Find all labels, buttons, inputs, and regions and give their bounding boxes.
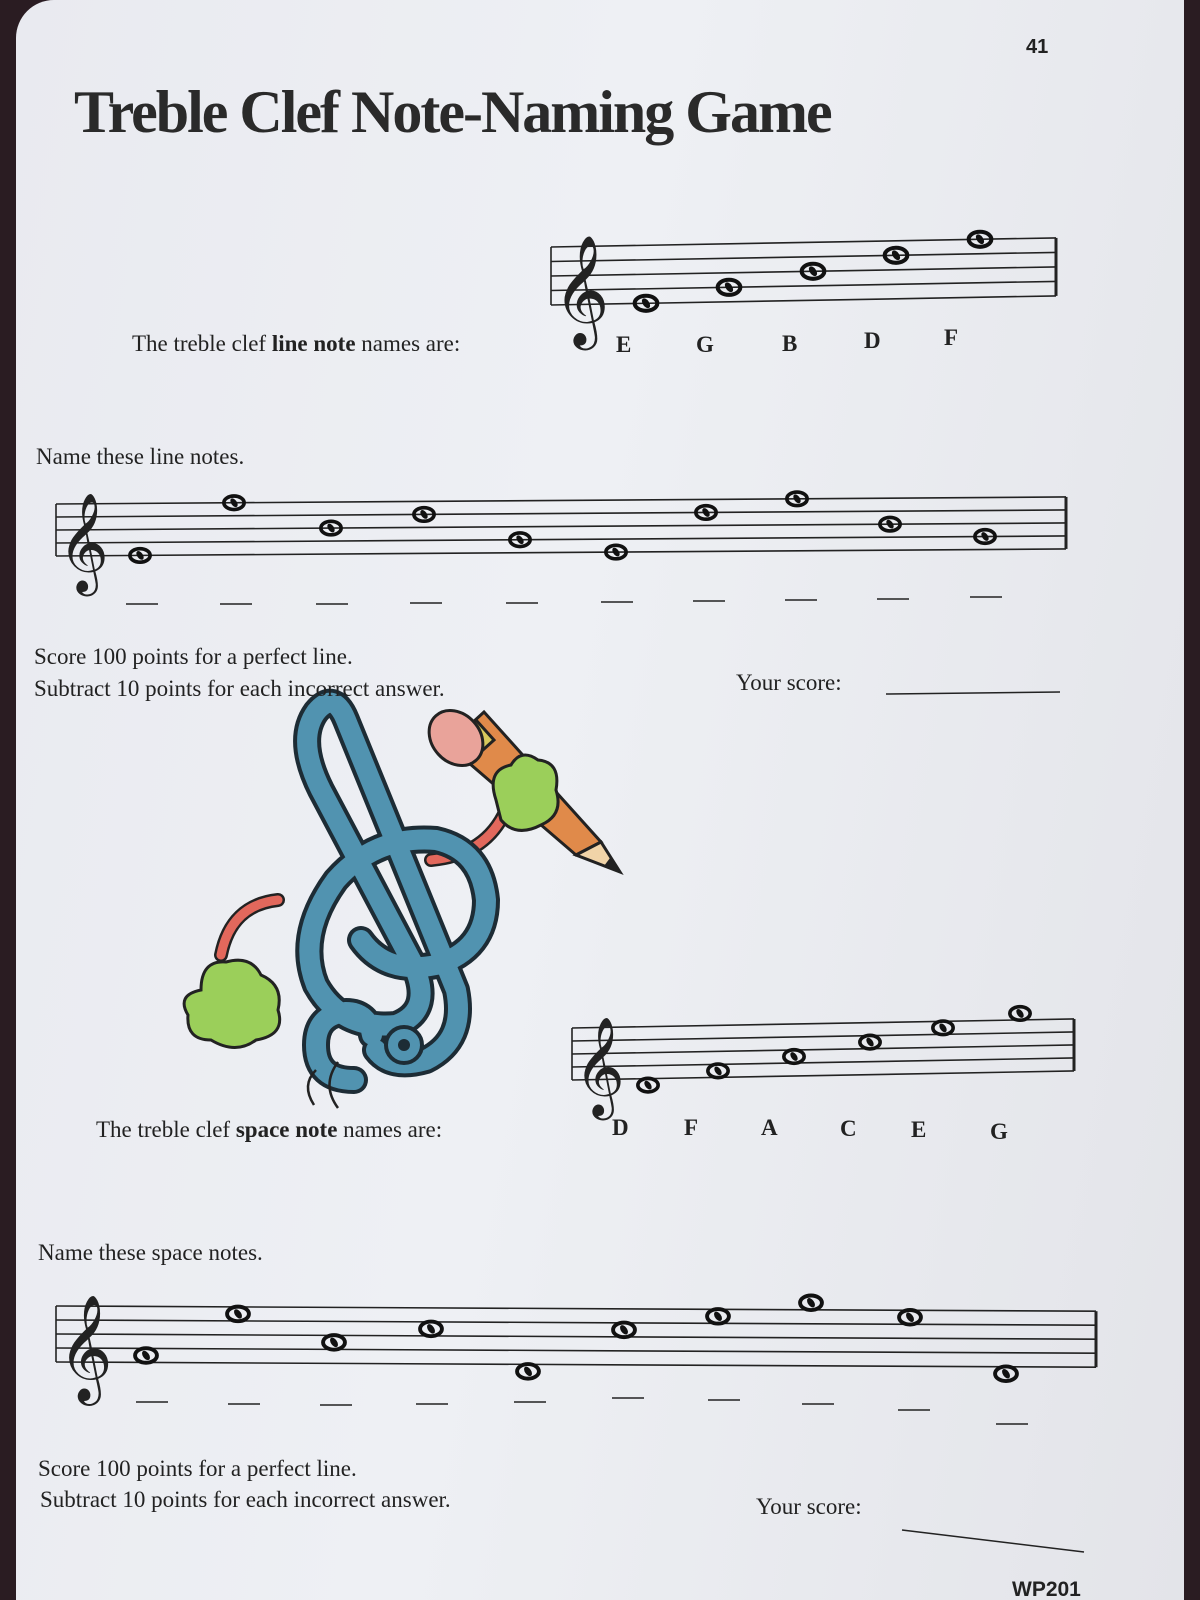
page-title: Treble Clef Note-Naming Game: [74, 79, 831, 145]
space-note-name: A: [761, 1115, 778, 1140]
whole-note: [227, 1307, 249, 1322]
staff-line: [551, 296, 1056, 305]
scoring-rule-1: Score 100 points for a perfect line.: [34, 644, 353, 669]
space-note-name: F: [684, 1115, 699, 1140]
space-note-name: E: [911, 1117, 927, 1142]
score-line-2: [902, 1530, 1084, 1552]
space-note-name: C: [840, 1116, 857, 1141]
staff-line: [56, 1348, 1096, 1353]
workbook-page: [16, 0, 1184, 1600]
line-notes-caption: [132, 331, 460, 357]
caption-bold-text: space note: [235, 1117, 338, 1142]
whole-note: [323, 1335, 345, 1350]
whole-note: [995, 1366, 1017, 1381]
your-score-label: Your score:: [736, 670, 842, 695]
treble-clef-icon: 𝄞: [58, 1292, 113, 1401]
staff-line: [572, 1019, 1074, 1028]
treble-clef-icon: 𝄞: [574, 1016, 625, 1117]
caption-text: names are:: [337, 1117, 443, 1142]
whole-note: [1010, 1007, 1030, 1021]
space-exercise-heading: Name these space notes.: [38, 1240, 263, 1265]
whole-note: [899, 1310, 921, 1325]
music-graphics: [16, 0, 1184, 1600]
staff-line: [56, 1334, 1096, 1339]
line-note-name: G: [696, 332, 714, 357]
treble-clef-icon: 𝄞: [553, 233, 610, 346]
whole-note: [707, 1309, 729, 1324]
space-note-name: G: [990, 1119, 1008, 1144]
staff-line: [56, 1362, 1096, 1367]
staff-line: [551, 252, 1056, 261]
whole-note: [638, 1078, 658, 1092]
caption-text: The treble clef: [96, 1117, 236, 1142]
caption-bold-text: line note: [271, 331, 356, 356]
scoring-rule-2: Subtract 10 points for each incorrect answer.: [34, 676, 445, 701]
whole-note: [420, 1322, 442, 1337]
series-code: WP201: [1012, 1578, 1081, 1600]
whole-note: [784, 1050, 804, 1064]
staff-line: [56, 1306, 1096, 1311]
space-notes-reference-staff: [572, 1007, 1074, 1121]
score-line-1: [886, 692, 1060, 694]
staff-line: [572, 1045, 1074, 1054]
whole-note: [933, 1021, 953, 1035]
staff-line: [56, 549, 1066, 556]
staff-line: [56, 1320, 1096, 1325]
scoring-rule-1: Score 100 points for a perfect line.: [38, 1456, 357, 1481]
staff-line: [551, 281, 1056, 290]
line-note-name: E: [616, 332, 632, 357]
scoring-rule-2: Subtract 10 points for each incorrect answer.: [40, 1487, 451, 1512]
caption-text: names are:: [355, 331, 461, 356]
line-note-name: F: [944, 325, 959, 350]
whole-note: [708, 1064, 728, 1078]
treble-clef-mascot-illustration: [184, 700, 620, 1108]
staff-line: [56, 523, 1066, 530]
staff-line: [572, 1032, 1074, 1041]
staff-line: [56, 536, 1066, 543]
line-notes-answer-blanks: [126, 597, 1002, 604]
line-note-name: B: [782, 331, 798, 356]
staff-line: [56, 510, 1066, 517]
line-notes-exercise-staff: [56, 492, 1066, 597]
space-notes-exercise-staff: [56, 1293, 1096, 1406]
whole-note: [860, 1035, 880, 1049]
space-notes-caption: [96, 1117, 442, 1143]
caption-text: The treble clef: [132, 331, 272, 356]
your-score-label: Your score:: [756, 1494, 862, 1519]
whole-note: [613, 1323, 635, 1338]
staff-line: [572, 1058, 1074, 1067]
line-exercise-heading: Name these line notes.: [36, 444, 245, 469]
staff-line: [56, 497, 1066, 504]
treble-clef-icon: 𝄞: [58, 492, 109, 593]
whole-note: [517, 1364, 539, 1379]
whole-note: [135, 1348, 157, 1363]
space-note-name: D: [612, 1115, 629, 1140]
space-notes-answer-blanks: [136, 1398, 1028, 1424]
line-note-name: D: [864, 328, 881, 353]
whole-note: [800, 1295, 822, 1310]
page-number: 41: [1026, 36, 1049, 58]
